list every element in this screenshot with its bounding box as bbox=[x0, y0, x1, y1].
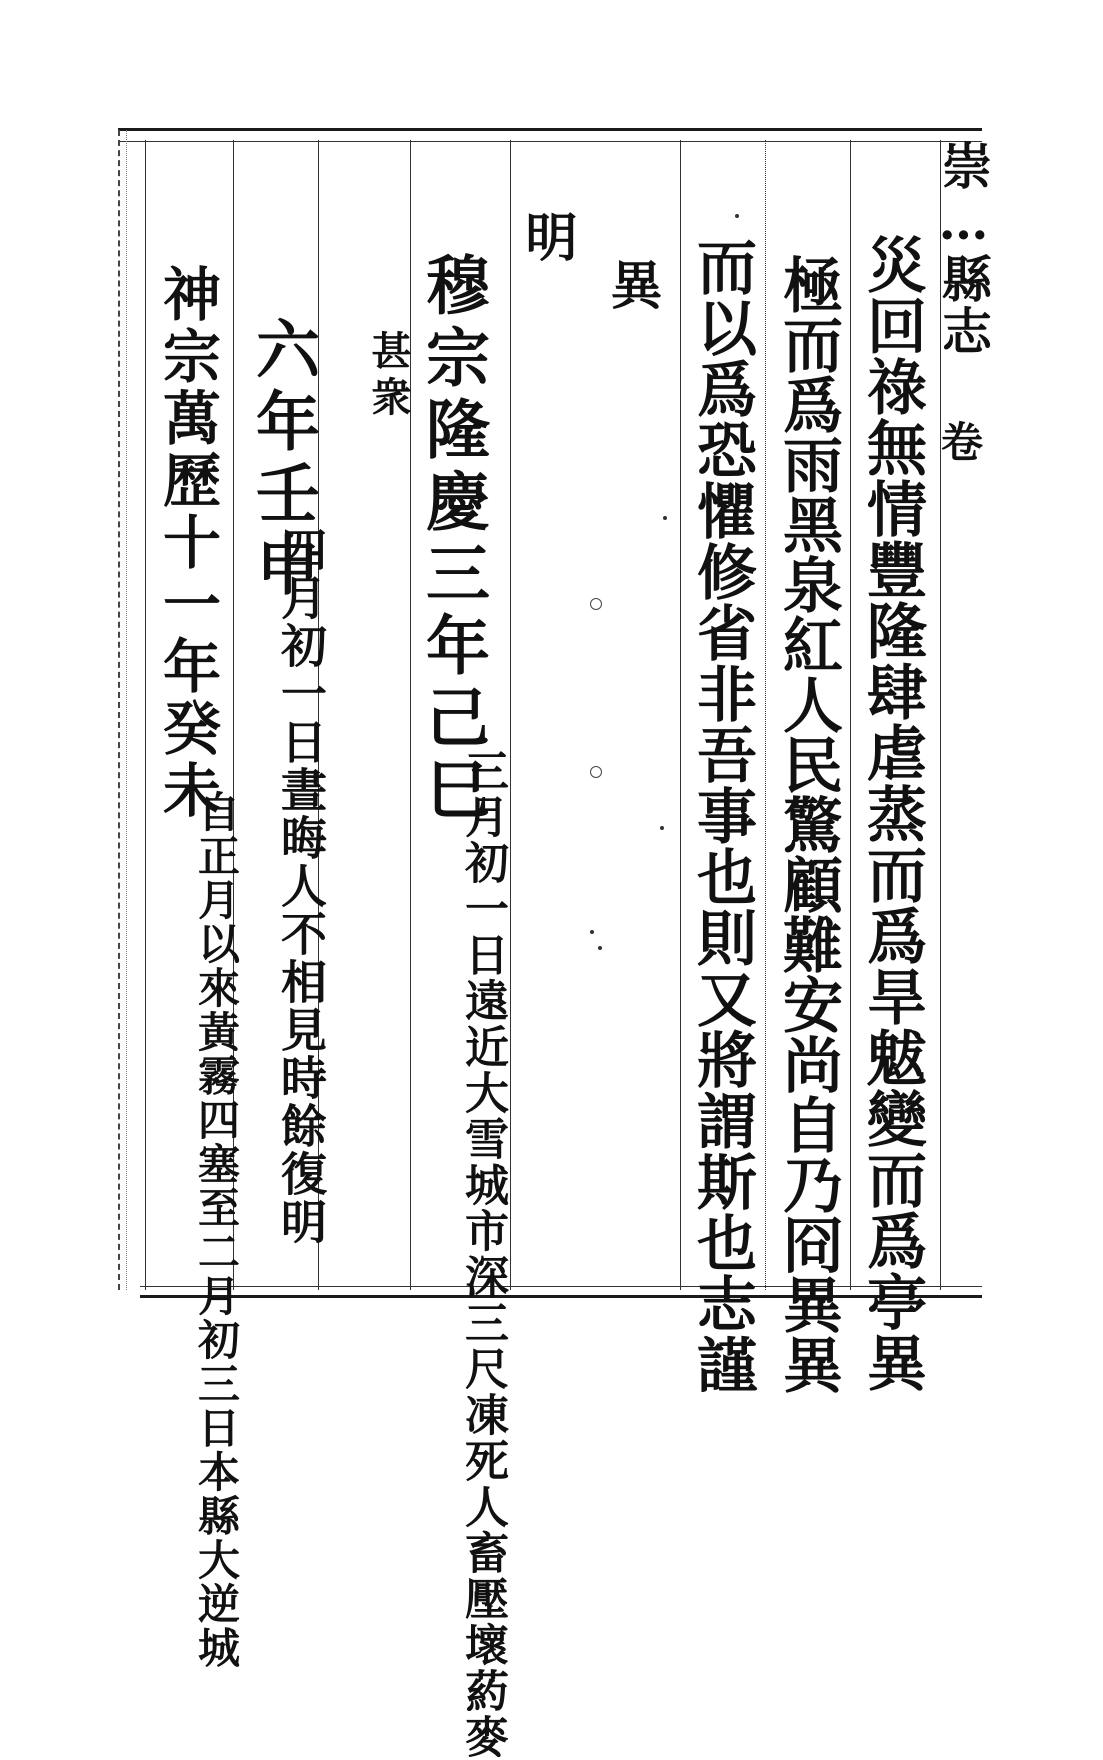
frame-left-border bbox=[118, 130, 127, 1290]
text-column-6-heading: 穆宗隆慶三年己巳 bbox=[415, 252, 490, 828]
column-rule bbox=[680, 140, 681, 1290]
text-column-9-note: 自正月以來黃霧四塞至二月初三日本縣大逆城 bbox=[192, 790, 241, 1670]
column-rule bbox=[410, 140, 411, 1290]
running-title-volume: 卷 bbox=[935, 420, 984, 466]
column-rule bbox=[765, 140, 766, 1290]
running-title: 崇…縣志 bbox=[934, 140, 993, 357]
gutter-mark bbox=[590, 766, 602, 778]
column-rule bbox=[145, 140, 146, 1290]
frame-top-border bbox=[118, 128, 982, 142]
text-column-3: 而以爲恐懼修省非吾事也則又將謂斯也志謹 bbox=[687, 236, 757, 1395]
text-column-1: 災回祿無情豐隆肆虐蒸而爲旱魃變而爲亭異 bbox=[857, 234, 927, 1393]
speck bbox=[660, 826, 664, 830]
text-column-4: 異 bbox=[601, 258, 662, 314]
text-column-8-heading: 六年壬申 bbox=[245, 316, 320, 604]
text-column-2: 極而爲雨黑泉紅人民驚顧難安尚自乃冏異異 bbox=[773, 254, 843, 1394]
frame-bottom-border bbox=[140, 1286, 982, 1298]
speck bbox=[735, 214, 739, 218]
text-column-8-note: 四月初一日晝晦人不相見時餘復明 bbox=[274, 526, 328, 1246]
column-rule bbox=[510, 140, 511, 1290]
text-column-9-heading: 神宗萬歷十一年癸未 bbox=[153, 264, 221, 822]
column-rule bbox=[850, 140, 851, 1290]
text-column-6-note: 三月初一日遠近大雪城市深三尺凍死人畜壓壞葯麥 bbox=[457, 748, 508, 1760]
speck bbox=[598, 946, 602, 950]
speck bbox=[663, 516, 667, 520]
text-column-7: 甚衆 bbox=[365, 330, 412, 422]
text-column-6-note-right bbox=[457, 748, 508, 1760]
speck bbox=[590, 930, 594, 934]
gutter-mark bbox=[590, 598, 602, 610]
text-column-5: 明 bbox=[516, 210, 577, 266]
